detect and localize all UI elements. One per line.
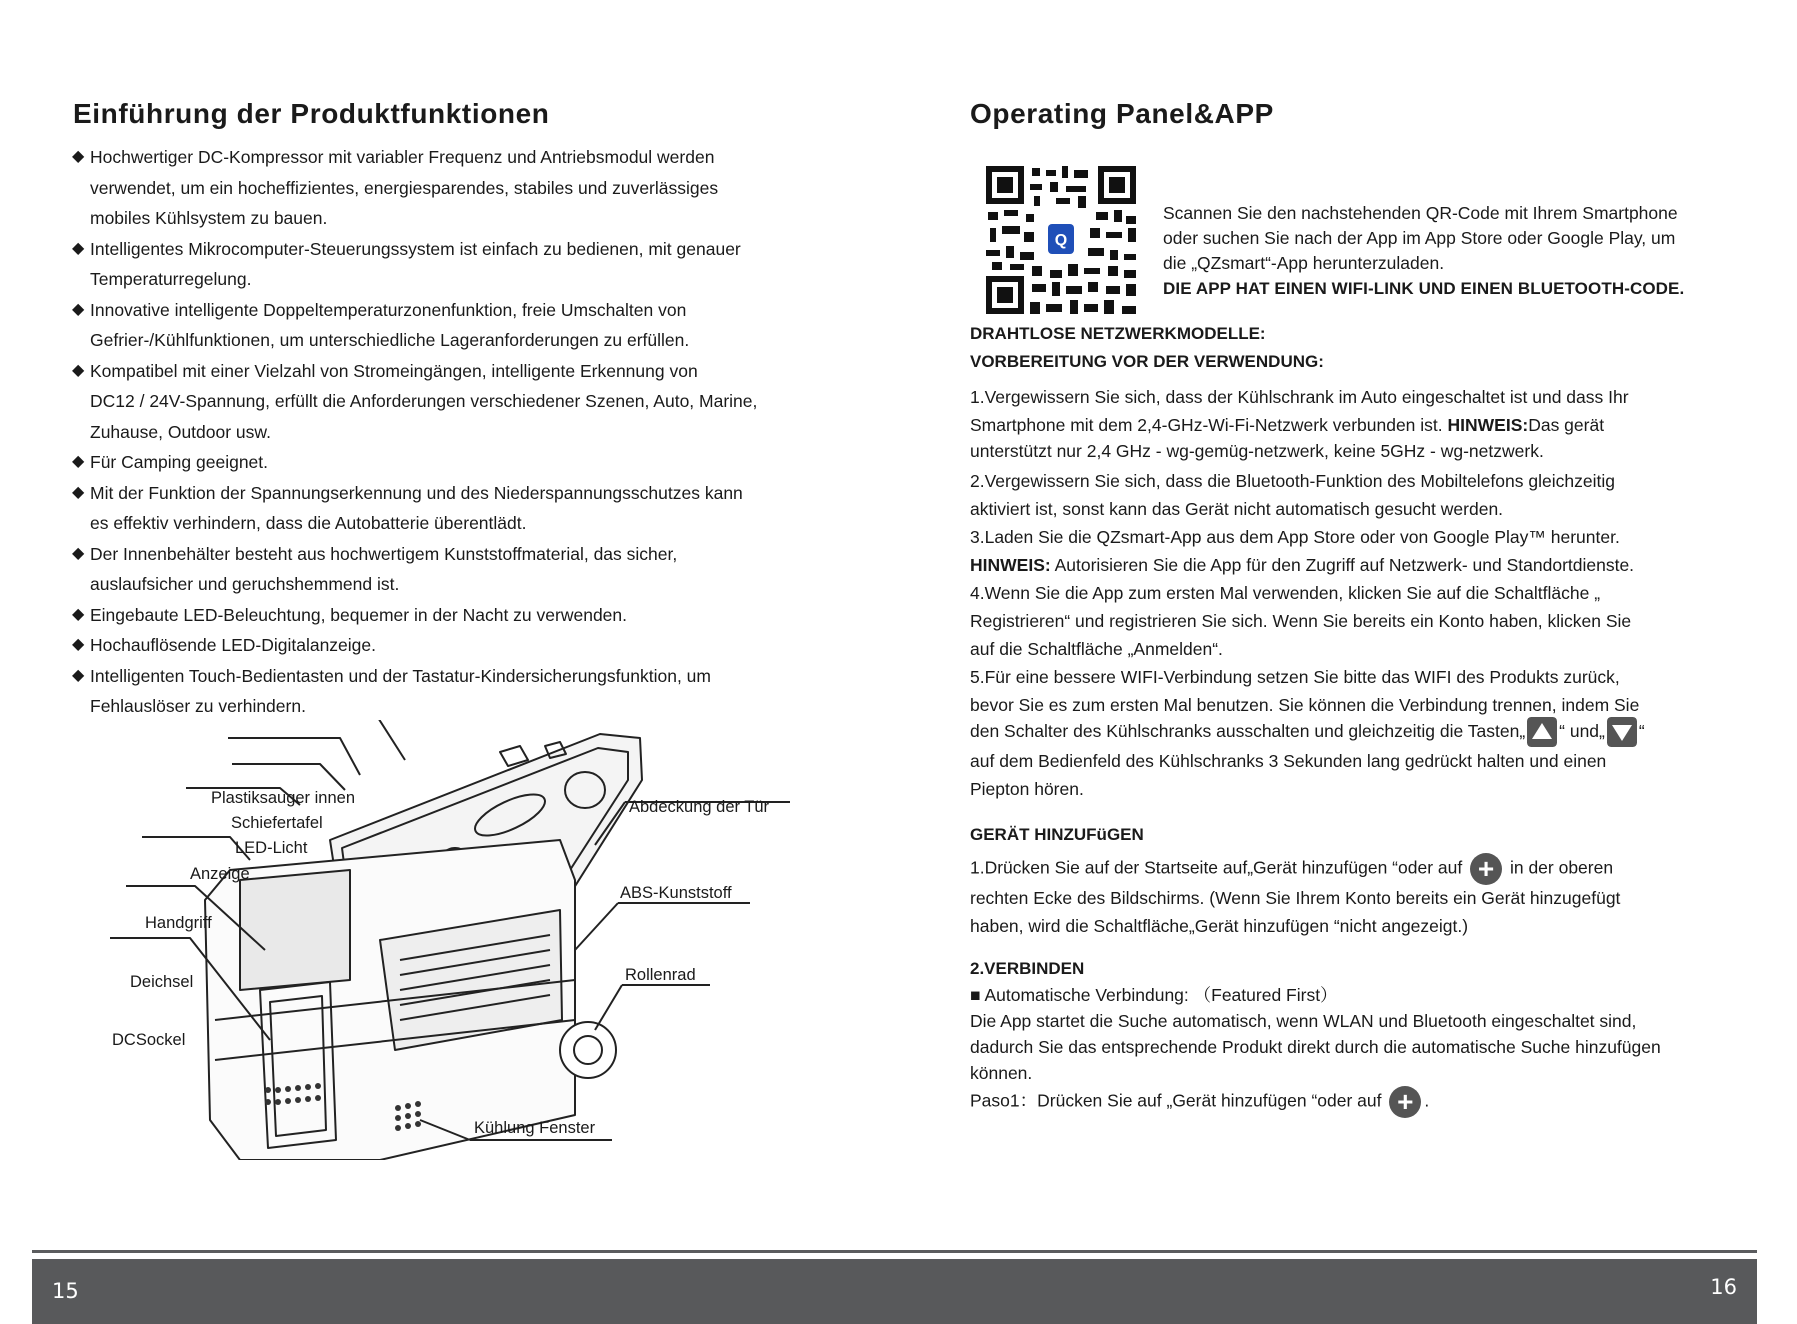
up-key-icon xyxy=(1527,717,1557,747)
step1-text: Das gerät xyxy=(1528,415,1605,435)
bullet-diamond-icon: ◆ xyxy=(72,605,85,623)
callout-dcsockel: DCSockel xyxy=(112,1031,186,1049)
step1-line: unterstützt nur 2,4 GHz - wg-gemüg-netzwerk, keine 5GHz - wg-netzwerk. xyxy=(970,441,1544,461)
feature-list xyxy=(72,142,872,722)
add1-line: rechten Ecke des Bildschirms. (Wenn Sie Ihrem Konto bereits ein Gerät hinzugefügt xyxy=(970,888,1621,908)
callout-anzeige: Anzeige xyxy=(190,865,250,883)
step3-hint-text: Autorisieren Sie die App für den Zugriff auf Netzwerk- und Standortdienste. xyxy=(1050,555,1635,575)
feature-line: Gefrier-/Kühlfunktionen, um unterschiedliche Lageranforderungen zu erfüllen. xyxy=(90,330,690,350)
feature-line: Kompatibel mit einer Vielzahl von Stromeingängen, intelligente Erkennung von xyxy=(90,360,698,381)
feature-line: Eingebaute LED-Beleuchtung, bequemer in der Nacht zu verwenden. xyxy=(90,604,628,625)
feature-line: verwendet, um ein hocheffizientes, energiesparendes, stabiles und zuverlässiges xyxy=(90,177,719,198)
bullet-diamond-icon: ◆ xyxy=(72,544,85,562)
step2-line: 2.Vergewissern Sie sich, dass die Bluetooth-Funktion des Mobiltelefons gleichzeitig xyxy=(970,471,1615,491)
feature-line: auslaufsicher und geruchshemmend ist. xyxy=(90,574,400,594)
feature-line: Zuhause, Outdoor usw. xyxy=(90,421,271,442)
step3-hint: HINWEIS: xyxy=(970,555,1051,575)
feature-line: DC12 / 24V-Spannung, erfüllt die Anforderungen verschiedener Szenen, Auto, Marine, xyxy=(90,391,758,411)
right-page xyxy=(898,0,1797,1250)
down-key-icon xyxy=(1607,717,1637,747)
feature-item xyxy=(72,142,872,234)
qr-instructions xyxy=(1163,201,1763,301)
step5-text: den Schalter des Kühlschranks ausschalten und gleichzeitig die Tasten„ xyxy=(970,721,1526,741)
callout-kuehlung: Kühlung Fenster xyxy=(474,1119,596,1137)
qr-line: oder suchen Sie nach der App im App Store oder Google Play, um xyxy=(1163,228,1676,248)
feature-item xyxy=(72,600,872,631)
step5-line: Piepton hören. xyxy=(970,779,1084,799)
qr-line: die „QZsmart“-App herunterzuladen. xyxy=(1163,253,1445,273)
feature-line: Intelligenten Touch-Bedientasten und der Tastatur-Kindersicherungsfunktion, um xyxy=(90,665,711,686)
paso1-text: . xyxy=(1424,1090,1430,1111)
bullet-diamond-icon: ◆ xyxy=(72,239,85,257)
feature-line: Hochauflösende LED-Digitalanzeige. xyxy=(90,635,377,655)
prep-heading: VORBEREITUNG VOR DER VERWENDUNG: xyxy=(970,352,1324,371)
feature-item xyxy=(72,630,872,661)
callout-deichsel: Deichsel xyxy=(130,973,194,991)
qr-code xyxy=(986,166,1136,314)
step5-line: bevor Sie es zum ersten Mal benutzen. Sie können die Verbindung trennen, indem Sie xyxy=(970,695,1640,715)
callout-schiefertafel: Schiefertafel xyxy=(231,814,323,832)
auto-connect-line: ■ Automatische Verbindung: （Featured First） xyxy=(970,985,1338,1005)
step4-line: Registrieren“ und registrieren Sie sich. Wenn Sie bereits ein Konto haben, klicken Sie xyxy=(970,611,1632,631)
bullet-diamond-icon: ◆ xyxy=(72,636,85,653)
feature-item xyxy=(72,539,872,600)
qr-line: Scannen Sie den nachstehenden QR-Code mit Ihrem Smartphone xyxy=(1163,203,1678,223)
callout-abdeckung: Abdeckung der Tür xyxy=(629,798,770,816)
callout-abs: ABS-Kunststoff xyxy=(620,884,732,902)
feature-line: mobiles Kühlsystem zu bauen. xyxy=(90,208,328,228)
step5-text: “ und„ xyxy=(1559,721,1605,741)
page-number-left: 15 xyxy=(52,1279,79,1303)
left-page xyxy=(0,0,898,1250)
feature-line: Der Innenbehälter besteht aus hochwertigem Kunststoffmaterial, das sicher, xyxy=(90,543,678,564)
feature-item xyxy=(72,661,872,722)
step4-line: auf die Schaltfläche „Anmelden“. xyxy=(970,639,1223,659)
connect-heading: 2.VERBINDEN xyxy=(970,959,1085,978)
add1-line: haben, wird die Schaltfläche„Gerät hinzufügen “nicht angezeigt.) xyxy=(970,916,1469,936)
footer-bar xyxy=(32,1259,1757,1324)
auto-line: können. xyxy=(970,1063,1033,1083)
qr-strong-note: DIE APP HAT EINEN WIFI-LINK UND EINEN BLUETOOTH-CODE. xyxy=(1163,279,1685,298)
auto-line: Die App startet die Suche automatisch, wenn WLAN und Bluetooth eingeschaltet sind, xyxy=(970,1011,1637,1031)
step4-line: 4.Wenn Sie die App zum ersten Mal verwenden, klicken Sie auf die Schaltfläche „ xyxy=(970,583,1601,603)
feature-item xyxy=(72,234,872,295)
step3-line: 3.Laden Sie die QZsmart-App aus dem App Store oder von Google Play™ herunter. xyxy=(970,527,1620,547)
add-plus-icon: + xyxy=(1389,1086,1421,1118)
bullet-diamond-icon: ◆ xyxy=(72,666,85,684)
callout-handgriff: Handgriff xyxy=(145,914,212,932)
step5-text: “ xyxy=(1638,721,1645,741)
bullet-diamond-icon: ◆ xyxy=(72,300,85,318)
paso1-line xyxy=(970,1086,1770,1118)
bullet-diamond-icon: ◆ xyxy=(72,361,85,379)
step2-line: aktiviert ist, sonst kann das Gerät nicht automatisch gesucht werden. xyxy=(970,499,1504,519)
feature-line: Fehlauslöser zu verhindern. xyxy=(90,696,306,716)
step1-text: Smartphone mit dem 2,4-GHz-Wi-Fi-Netzwerk verbunden ist. xyxy=(970,415,1448,435)
step5-line: auf dem Bedienfeld des Kühlschranks 3 Sekunden lang gedrückt halten und einen xyxy=(970,751,1607,771)
step1-line xyxy=(970,411,1770,439)
auto-line: dadurch Sie das entsprechende Produkt direkt durch die automatische Suche hinzufügen xyxy=(970,1037,1661,1057)
fridge-diagram xyxy=(0,720,898,1160)
feature-line: Mit der Funktion der Spannungserkennung und des Niederspannungsschutzes kann xyxy=(90,482,743,503)
feature-line: Für Camping geeignet. xyxy=(90,452,269,472)
right-title: Operating Panel&APP xyxy=(970,98,1274,129)
step1-line: 1.Vergewissern Sie sich, dass der Kühlschrank im Auto eingeschaltet ist und dass Ihr xyxy=(970,387,1629,407)
bullet-diamond-icon: ◆ xyxy=(72,148,85,165)
feature-line: Innovative intelligente Doppeltemperaturzonenfunktion, freie Umschalten von xyxy=(90,299,687,320)
step5-line xyxy=(970,717,1770,747)
add1-text: 1.Drücken Sie auf der Startseite auf„Gerät hinzufügen “oder auf xyxy=(970,857,1468,878)
add-heading-part: GEN xyxy=(1106,825,1144,844)
feature-item xyxy=(72,447,872,478)
feature-line: Intelligentes Mikrocomputer-Steuerungssystem ist einfach zu bedienen, mit genauer xyxy=(90,238,741,259)
footer-divider xyxy=(32,1250,1757,1253)
add-plus-icon: + xyxy=(1470,853,1502,885)
step3-hint-line xyxy=(970,551,1770,579)
step5-line: 5.Für eine bessere WIFI-Verbindung setzen Sie bitte das WIFI des Produkts zurück, xyxy=(970,667,1620,687)
feature-item xyxy=(72,478,872,539)
add-heading-part: ü xyxy=(1096,825,1107,844)
feature-item xyxy=(72,356,872,448)
callout-plastiksauger: Plastiksauger innen xyxy=(211,789,356,807)
feature-line: Hochwertiger DC-Kompressor mit variabler Frequenz und Antriebsmodul werden xyxy=(90,147,715,167)
svg-text:Q: Q xyxy=(1054,232,1068,249)
add1-line xyxy=(970,853,1770,885)
fridge-illustration xyxy=(0,720,898,1160)
add-device-heading xyxy=(970,821,1770,849)
add-heading-part: GERÄT HINZUF xyxy=(970,825,1097,844)
callout-led: LED-Licht xyxy=(235,839,308,857)
bullet-diamond-icon: ◆ xyxy=(72,453,85,470)
page-number-right: 16 xyxy=(1710,1275,1737,1299)
feature-line: Temperaturregelung. xyxy=(90,269,252,289)
bullet-diamond-icon: ◆ xyxy=(72,483,85,501)
feature-item xyxy=(72,295,872,356)
add1-text: in der oberen xyxy=(1505,857,1614,878)
callout-rollenrad: Rollenrad xyxy=(625,966,696,984)
step1-hint: HINWEIS: xyxy=(1447,415,1529,435)
left-title: Einführung der Produktfunktionen xyxy=(73,98,550,129)
paso1-text: Paso1：Drücken Sie auf „Gerät hinzufügen “oder auf xyxy=(970,1090,1387,1111)
wireless-heading: DRAHTLOSE NETZWERKMODELLE: xyxy=(970,324,1266,343)
feature-line: es effektiv verhindern, dass die Autobatterie überentlädt. xyxy=(90,513,527,533)
